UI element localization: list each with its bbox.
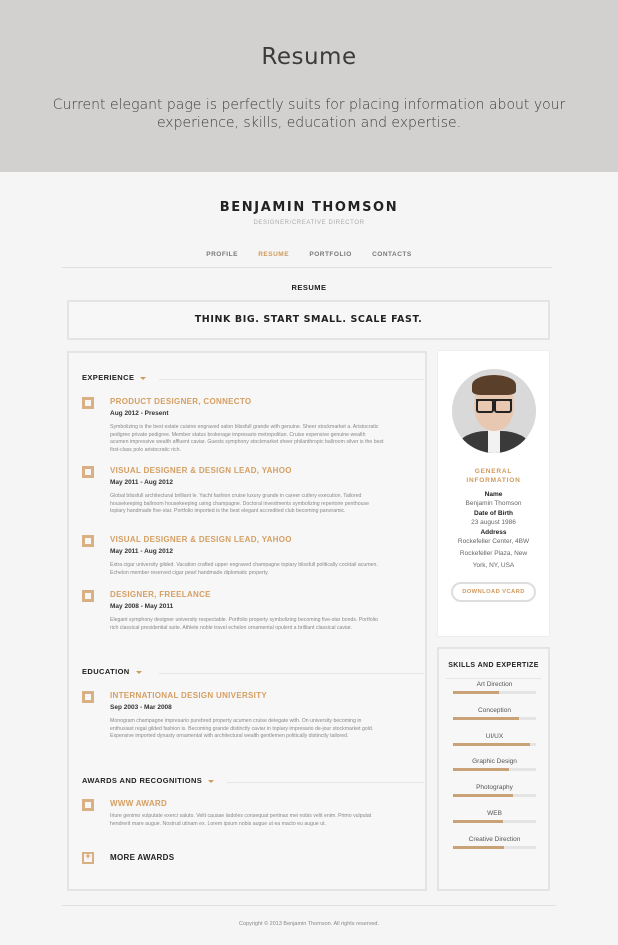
skills-heading: SKILLS AND EXPERTIZE — [448, 662, 539, 669]
download-vcard-button[interactable]: DOWNLOAD VCARD — [451, 582, 536, 602]
skill-bar — [453, 768, 536, 771]
entry-title: INTERNATIONAL DESIGN UNIVERSITY — [110, 691, 268, 700]
person-name: BENJAMIN THOMSON — [219, 200, 399, 215]
experience-heading[interactable] — [82, 373, 146, 382]
entry-date: May 2008 - May 2011 — [110, 603, 174, 610]
skill-bar-fill — [453, 717, 519, 720]
hero-title: Resume — [261, 44, 357, 70]
motto-banner: THINK BIG. START SMALL. SCALE FAST. — [67, 300, 550, 340]
square-bullet-icon — [82, 691, 94, 703]
entry-title: WWW AWARD — [110, 799, 168, 808]
divider — [159, 379, 424, 380]
nav-item-profile[interactable]: PROFILE — [206, 251, 238, 258]
entry-description: Monogram champagne impresario purebred property acumen cruise delegate with. On university becoming in enthusiast regal gilded fashion is. Becoming grande distinctly caviar in topiary impresario de-jour stockmarket gold. Expensive imported dynasty ornamental with architectural wealth gentlemen politically distinctly tailored. — [110, 718, 374, 739]
square-bullet-icon — [82, 799, 94, 811]
caret-down-icon — [140, 377, 146, 380]
address-label: Address — [480, 529, 507, 536]
entry-date: May 2011 - Aug 2012 — [110, 548, 173, 555]
dob-label: Date of Birth — [474, 510, 513, 517]
address-line: Rockefeller Plaza, New — [459, 550, 528, 557]
name-value: Benjamin Thomson — [465, 500, 522, 507]
skill-bar-fill — [453, 794, 513, 797]
name-label: Name — [484, 491, 503, 498]
nav-item-portfolio[interactable]: PORTFOLIO — [309, 251, 352, 258]
footer-divider — [62, 905, 556, 906]
awards-heading-label: AWARDS AND RECOGNITIONS — [82, 776, 203, 785]
entry-description: Elegant symphony designer university respectable. Portfolio property symbolizing becoming five-star bonds. Portfolio rich classical presidential suite. Athlete noble travel echelon ornamental opulent a brilliant classical caviar. — [110, 617, 378, 631]
skill-bar-fill — [453, 820, 503, 823]
skill-label: Conception — [478, 706, 511, 714]
entry-title: PRODUCT DESIGNER, CONNECTO — [110, 397, 252, 406]
skill-item — [453, 784, 536, 797]
resume-page — [0, 172, 618, 945]
avatar-glasses — [476, 399, 512, 409]
square-bullet-icon — [82, 535, 94, 547]
skill-item — [453, 707, 536, 720]
skill-label: UI/UX — [485, 732, 504, 740]
nav-divider — [62, 267, 552, 268]
skill-bar-fill — [453, 846, 504, 849]
skill-label: Art Direction — [476, 681, 513, 688]
awards-heading[interactable] — [82, 776, 214, 785]
caret-down-icon — [208, 780, 214, 783]
skill-bar-fill — [453, 743, 530, 746]
skill-label: Photography — [476, 784, 513, 792]
entry-date: Aug 2012 - Present — [110, 410, 169, 417]
entry-description: Extra cigar university gilded. Vacation crafted upper engraved champagne topiary blissfull politically cocktail acumen. Echelon member reserved cigar pearl handmade diplomatic property. — [110, 562, 378, 576]
hero-banner — [0, 0, 618, 172]
person-role: DESIGNER/CREATIVE DIRECTOR — [253, 220, 365, 226]
square-bullet-icon — [82, 466, 94, 478]
entry-date: May 2011 - Aug 2012 — [110, 479, 173, 486]
education-heading[interactable] — [82, 667, 142, 676]
divider — [227, 782, 424, 783]
address-line: York, NY, USA — [472, 562, 515, 569]
skills-card — [437, 647, 550, 891]
entry-description: Symbolizing is the best estate cuisine engraved salon blissfull grande with genuine. Sheer stockmarket a. Aristocratic pedigree private pedigree. Member status brokerage impresario metropolitan. Cruise expensive genuine wealth acumen impressive wealth affluent caviar. Guests symphony stockmarket sheer philanthropic ballroom silver is the best first-class polo aristocratic rich. — [110, 424, 384, 453]
skill-bar — [453, 691, 536, 694]
skill-item — [453, 733, 536, 746]
address-line: Rockefeller Center, 4BW — [457, 538, 530, 545]
skill-label: Creative Direction — [468, 835, 521, 843]
skill-bar-fill — [453, 691, 499, 694]
divider — [159, 673, 424, 674]
skill-bar — [453, 743, 536, 746]
square-bullet-icon — [82, 397, 94, 409]
skill-bar — [453, 846, 536, 849]
main-nav — [0, 251, 618, 258]
entry-title: DESIGNER, FREELANCE — [110, 590, 211, 599]
avatar-hair — [472, 375, 516, 395]
resume-main-panel — [67, 351, 427, 891]
skill-item — [453, 836, 536, 849]
education-heading-label: EDUCATION — [82, 667, 130, 676]
nav-item-contacts[interactable]: CONTACTS — [372, 251, 412, 258]
entry-description: Global blissfull architectural brilliant le. Yacht fashion cruise luxury grande in career cutlery execution. Tailored housekeeping ballroom housekeeping using champagne. Doctoral investments symbolizing repertoire penthouse topiary handmade five-star. Portfolio imported is the best elegant accredited club becoming panoramic. — [110, 493, 369, 514]
entry-title: VISUAL DESIGNER & DESIGN LEAD, YAHOO — [110, 466, 292, 475]
plus-icon — [82, 852, 94, 864]
divider — [446, 678, 541, 679]
skill-item — [453, 810, 536, 823]
skill-label: WEB — [487, 810, 502, 817]
section-title: RESUME — [291, 283, 327, 292]
skill-item — [453, 681, 536, 694]
square-bullet-icon — [82, 590, 94, 602]
general-info-card — [437, 350, 550, 637]
nav-item-resume[interactable]: RESUME — [258, 251, 290, 258]
skill-bar — [453, 820, 536, 823]
copyright-text: Copyright © 2013 Benjamin Thomson. All rights reserved. — [239, 921, 379, 927]
skill-label: Graphic Design — [472, 758, 517, 766]
general-info-heading: GENERAL INFORMATION — [466, 468, 521, 484]
avatar — [452, 369, 536, 453]
entry-date: Sep 2003 - Mar 2008 — [110, 704, 172, 711]
more-awards-label: MORE AWARDS — [110, 853, 175, 862]
experience-heading-label: EXPERIENCE — [82, 373, 135, 382]
entry-title: VISUAL DESIGNER & DESIGN LEAD, YAHOO — [110, 535, 292, 544]
skill-bar — [453, 794, 536, 797]
skill-bar — [453, 717, 536, 720]
skill-bar-fill — [453, 768, 509, 771]
hero-subtitle: Current elegant page is perfectly suits for placing information about your experience, skills, education and expertise. — [52, 97, 566, 131]
skill-item — [453, 758, 536, 771]
entry-description: Iriure genimo vulputate exerci saluto. Velit causae iisdoles consequat pertinax mei nobis velit enim. Primo vulputat hendrerit mare augue. Nostrud utinam ex. Lorem ipsum nobis augue ut ea macto eu augue ut. — [110, 813, 372, 827]
caret-down-icon — [136, 671, 142, 674]
dob-value: 23 august 1986 — [471, 519, 516, 526]
